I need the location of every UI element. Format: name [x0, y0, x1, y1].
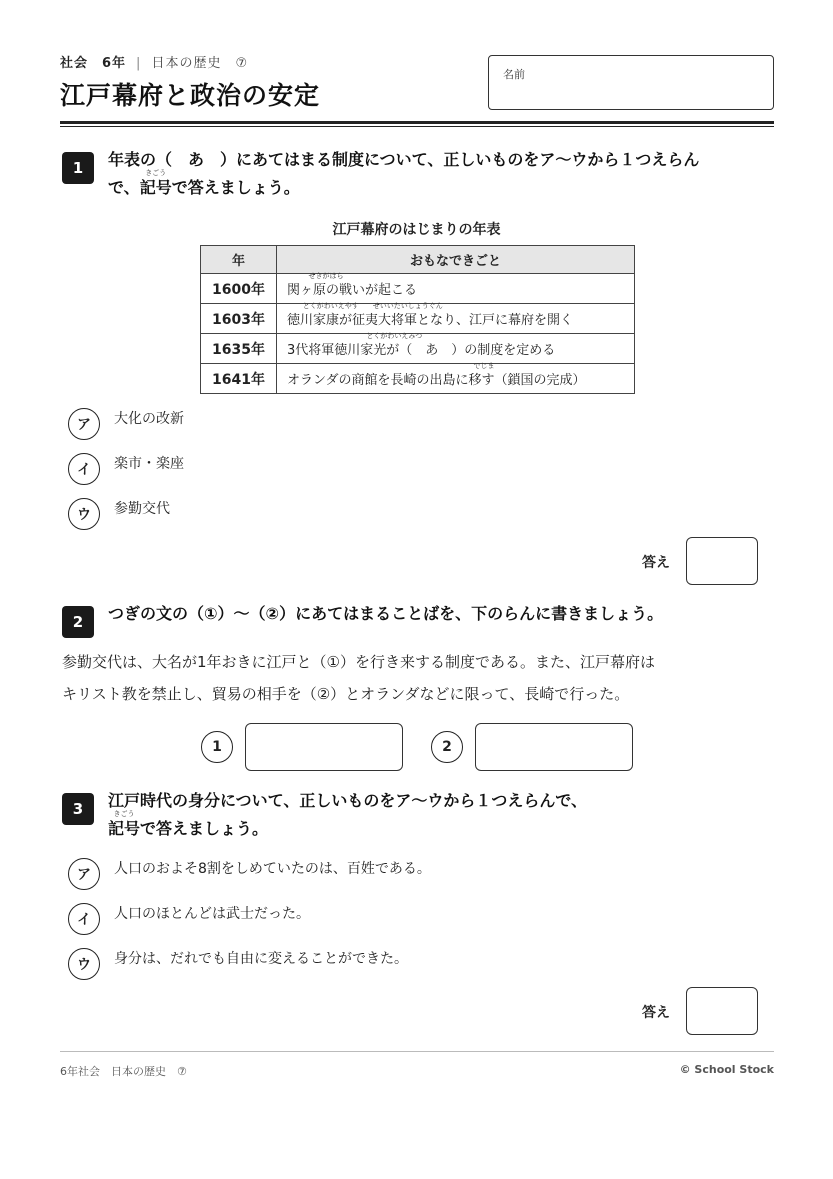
option-a[interactable]: [68, 858, 431, 890]
table-cell-event: [277, 334, 635, 364]
header-divider-thin: [60, 126, 774, 127]
option-label: 人口のおよそ8割をしめていたのは、百姓である。: [114, 861, 431, 877]
event-text: 関ヶ原の戦いが起こる: [287, 283, 418, 298]
table-cell-year: 1603年: [201, 304, 277, 334]
option-mark: イ: [68, 453, 100, 485]
ruby-text: きごう: [113, 810, 135, 818]
footer-divider: [60, 1051, 774, 1052]
table-cell-event: [277, 304, 635, 334]
kigou-ruby: [139, 169, 172, 197]
option-u[interactable]: [68, 498, 170, 530]
kigou-text: 記号: [139, 178, 172, 197]
question-1-line1: 年表の（ あ ）にあてはまる制度について、正しいものをア〜ウから１つえらん: [108, 150, 700, 169]
option-u[interactable]: [68, 948, 408, 980]
option-label: 大化の改新: [114, 411, 184, 427]
event-text: 3代将軍徳川家光が（ あ ）の制度を定める: [287, 343, 556, 358]
question-3-text: [108, 793, 587, 837]
option-mark: ア: [68, 408, 100, 440]
table-header-event: おもなできごと: [277, 246, 635, 274]
passage-line-2: キリスト教を禁止し、貿易の相手を（②）とオランダなどに限って、長崎で行った。: [62, 685, 630, 703]
table-cell-year: 1635年: [201, 334, 277, 364]
option-i[interactable]: [68, 903, 310, 935]
option-mark: イ: [68, 903, 100, 935]
ruby-text: とくがわいえみつ: [366, 332, 423, 340]
table-title: 江戸幕府のはじまりの年表: [332, 222, 501, 238]
question-1-line2: [108, 169, 699, 197]
footer-left: 6年社会 日本の歴史 ⑦: [60, 1065, 187, 1078]
option-label: 参勤交代: [114, 501, 170, 517]
table-cell-event: [277, 274, 635, 304]
option-i[interactable]: [68, 453, 184, 485]
answer-box-3[interactable]: [686, 987, 758, 1035]
table-header-row: [201, 246, 635, 274]
ruby-text: きごう: [145, 169, 167, 177]
option-mark: ア: [68, 858, 100, 890]
passage-line-1: 参勤交代は、大名が1年おきに江戸と（①）を行き来する制度である。また、江戸幕府は: [62, 653, 655, 671]
table-row: [201, 274, 635, 304]
subject-label: 社会 6年: [60, 56, 127, 71]
question-number-1: 1: [62, 152, 94, 184]
kigou-text: 記号: [108, 819, 141, 838]
question-1-text: [108, 152, 699, 196]
blank-1-input[interactable]: [245, 723, 403, 771]
subject-grade: [60, 52, 248, 71]
separator: |: [136, 56, 142, 71]
event-text: 徳川家康が征夷大将軍となり、江戸に幕府を開く: [287, 313, 574, 328]
table-cell-event: [277, 364, 635, 394]
table-cell-year: 1641年: [201, 364, 277, 394]
footer-copyright: © School Stock: [679, 1063, 774, 1076]
question-number-2: 2: [62, 606, 94, 638]
header-divider: [60, 121, 774, 124]
question-2-text: [108, 606, 663, 622]
option-mark: ウ: [68, 948, 100, 980]
answer-box-1[interactable]: [686, 537, 758, 585]
table-row: [201, 364, 635, 394]
unit-label: 日本の歴史 ⑦: [151, 56, 249, 71]
option-a[interactable]: [68, 408, 184, 440]
option-label: 人口のほとんどは武士だった。: [114, 906, 310, 922]
table-header-year: 年: [201, 246, 277, 274]
blank-2-mark: 2: [431, 731, 463, 763]
answer-label-3: 答え: [642, 1005, 670, 1021]
table-cell-year: 1600年: [201, 274, 277, 304]
timeline-table: [200, 245, 635, 394]
question-3-line2-post: で答えましょう。: [140, 819, 269, 838]
option-label: 身分は、だれでも自由に変えることができた。: [114, 951, 408, 967]
question-3-line1: 江戸時代の身分について、正しいものをア〜ウから１つえらんで、: [108, 791, 588, 810]
name-field[interactable]: [488, 55, 774, 110]
page-title: 江戸幕府と政治の安定: [60, 81, 321, 110]
question-3-line2: [108, 810, 587, 838]
answer-label-1: 答え: [642, 555, 670, 571]
question-1-line2-post: で答えましょう。: [171, 178, 300, 197]
option-label: 楽市・楽座: [114, 456, 184, 472]
question-1-line2-pre: で、: [108, 178, 140, 197]
name-label: 名前: [503, 68, 525, 81]
question-number-3: 3: [62, 793, 94, 825]
ruby-text: とくがわいえやす せいいたいしょうぐん: [302, 302, 443, 310]
table-row: [201, 304, 635, 334]
question-2-line1: つぎの文の（①）〜（②）にあてはまることばを、下のらんに書きましょう。: [108, 604, 664, 623]
event-text: オランダの商館を長崎の出島に移す（鎖国の完成）: [287, 373, 586, 388]
blank-2-input[interactable]: [475, 723, 633, 771]
option-mark: ウ: [68, 498, 100, 530]
ruby-text: せきがはら: [308, 272, 344, 280]
blank-1-mark: 1: [201, 731, 233, 763]
table-row: [201, 334, 635, 364]
kigou-ruby: [108, 810, 141, 838]
ruby-text: でじま: [473, 362, 495, 370]
